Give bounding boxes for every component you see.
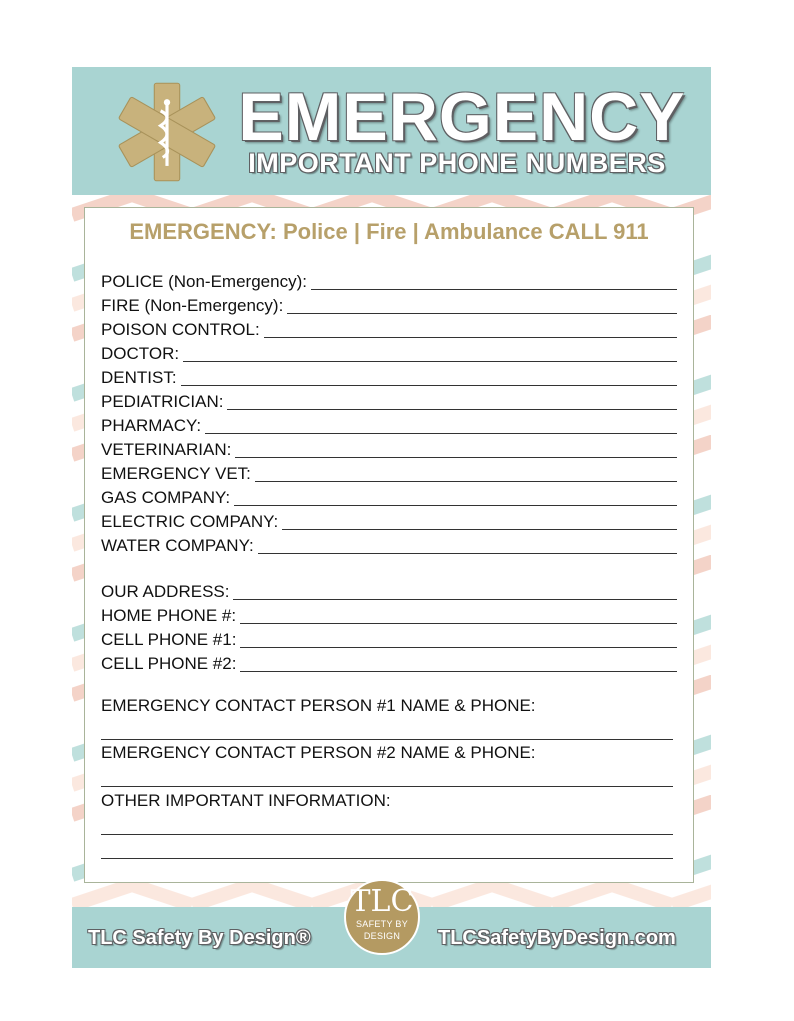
fill-line[interactable] <box>183 360 677 362</box>
fill-line[interactable] <box>233 598 677 600</box>
field-doctor[interactable] <box>101 342 677 364</box>
field-label: HOME PHONE #: <box>101 606 237 625</box>
fill-line[interactable] <box>240 670 677 672</box>
field-label: VETERINARIAN: <box>101 440 232 459</box>
field-fire[interactable] <box>101 294 677 316</box>
field-cell-phone-1[interactable] <box>101 628 677 650</box>
contact-1-heading: EMERGENCY CONTACT PERSON #1 NAME & PHONE: <box>101 696 536 715</box>
logo-main-text: TLC <box>350 884 414 919</box>
fill-line[interactable] <box>181 384 677 386</box>
brand-name: TLC Safety By Design® <box>88 927 311 949</box>
field-pediatrician[interactable] <box>101 390 677 412</box>
form-card <box>84 207 694 883</box>
field-label: DOCTOR: <box>101 344 180 363</box>
field-label: EMERGENCY VET: <box>101 464 251 483</box>
star-of-life-icon <box>114 79 220 185</box>
field-emergency-vet[interactable] <box>101 462 677 484</box>
fill-line[interactable] <box>282 528 677 530</box>
fill-line[interactable] <box>264 336 677 338</box>
field-pharmacy[interactable] <box>101 414 677 436</box>
field-water-company[interactable] <box>101 534 677 556</box>
fill-line[interactable] <box>258 552 677 554</box>
field-veterinarian[interactable] <box>101 438 677 460</box>
contact-2-line[interactable] <box>101 786 673 787</box>
other-info-line-1[interactable] <box>101 834 673 835</box>
field-label: POLICE (Non-Emergency): <box>101 272 307 291</box>
fill-line[interactable] <box>205 432 677 434</box>
field-label: CELL PHONE #2: <box>101 654 237 673</box>
fill-line[interactable] <box>311 288 677 290</box>
field-gas-company[interactable] <box>101 486 677 508</box>
website-link[interactable]: TLCSafetyByDesign.com <box>438 927 676 949</box>
field-label: OUR ADDRESS: <box>101 582 230 601</box>
field-label: ELECTRIC COMPANY: <box>101 512 279 531</box>
field-label: FIRE (Non-Emergency): <box>101 296 284 315</box>
field-label: WATER COMPANY: <box>101 536 254 555</box>
field-electric-company[interactable] <box>101 510 677 532</box>
field-label: PHARMACY: <box>101 416 202 435</box>
other-info-line-2[interactable] <box>101 858 673 859</box>
field-poison-control[interactable] <box>101 318 677 340</box>
other-info-heading: OTHER IMPORTANT INFORMATION: <box>101 791 391 810</box>
fill-line[interactable] <box>287 312 677 314</box>
page-title: EMERGENCY <box>238 79 686 155</box>
logo-subtext-1: SAFETY BY <box>355 919 409 929</box>
field-label: POISON CONTROL: <box>101 320 260 339</box>
fill-line[interactable] <box>240 622 677 624</box>
logo-subtext-2: DESIGN <box>363 931 401 941</box>
field-police[interactable] <box>101 270 677 292</box>
field-label: CELL PHONE #1: <box>101 630 237 649</box>
fill-line[interactable] <box>227 408 677 410</box>
field-dentist[interactable] <box>101 366 677 388</box>
field-our-address[interactable] <box>101 580 677 602</box>
field-label: PEDIATRICIAN: <box>101 392 224 411</box>
header-banner <box>72 67 711 195</box>
page-subtitle: IMPORTANT PHONE NUMBERS <box>248 148 666 178</box>
field-label: GAS COMPANY: <box>101 488 231 507</box>
fill-line[interactable] <box>235 456 677 458</box>
contact-2-heading: EMERGENCY CONTACT PERSON #2 NAME & PHONE: <box>101 743 536 762</box>
field-cell-phone-2[interactable] <box>101 652 677 674</box>
fill-line[interactable] <box>255 480 677 482</box>
fill-line[interactable] <box>234 504 677 506</box>
field-label: DENTIST: <box>101 368 177 387</box>
tlc-logo <box>344 879 420 955</box>
fill-line[interactable] <box>240 646 677 648</box>
emergency-911-line: EMERGENCY: Police | Fire | Ambulance CALL 911 <box>129 219 649 244</box>
contact-1-line[interactable] <box>101 739 673 740</box>
field-home-phone[interactable] <box>101 604 677 626</box>
emergency-sheet <box>72 67 711 968</box>
